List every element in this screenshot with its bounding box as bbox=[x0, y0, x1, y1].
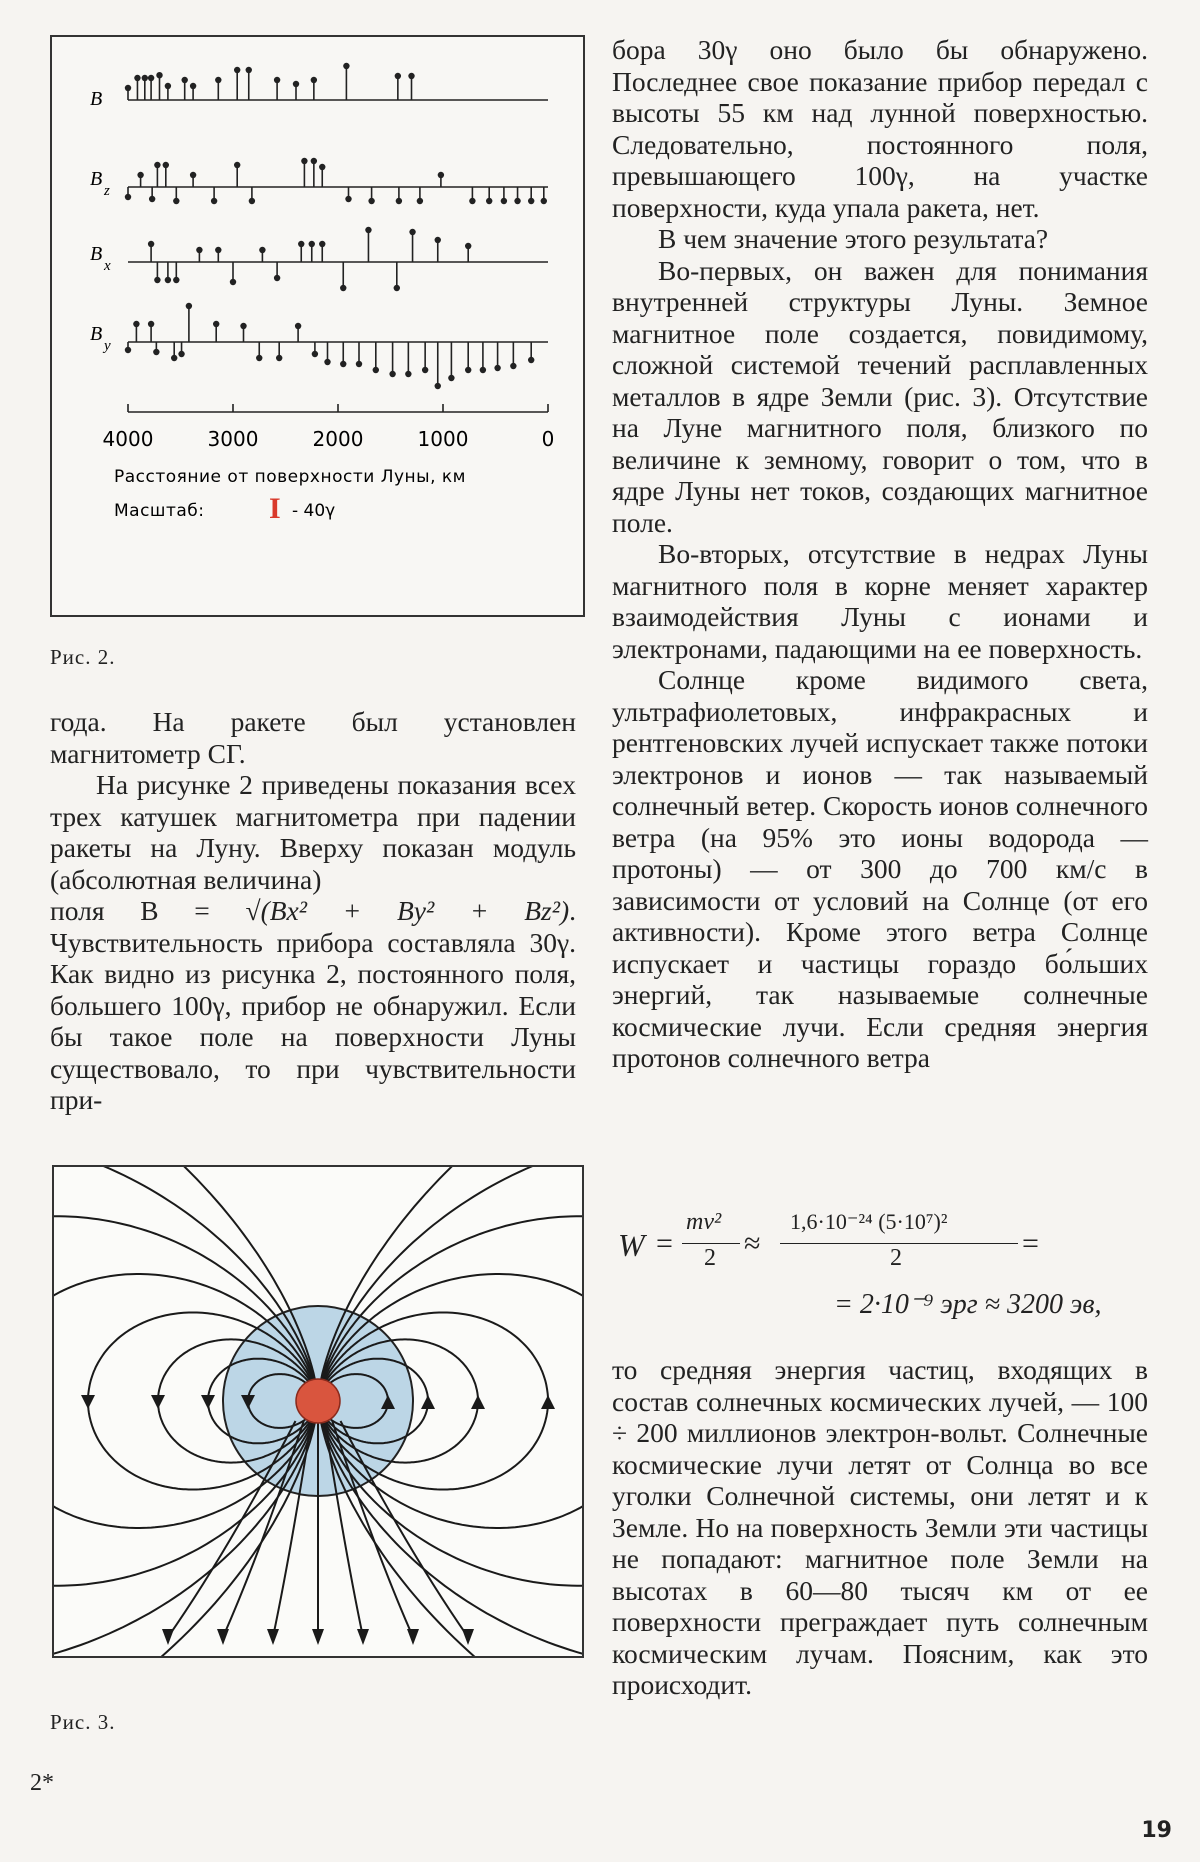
stick-dot bbox=[541, 198, 547, 204]
paragraph: года. На ракете был установлен магнитометр СГ. bbox=[50, 706, 576, 769]
axis-tick-label: 2000 bbox=[312, 427, 364, 451]
stick-dot bbox=[165, 83, 171, 89]
paragraph bbox=[50, 895, 576, 1116]
stick-dot bbox=[148, 321, 154, 327]
stick-dot bbox=[448, 375, 454, 381]
stick-dot bbox=[510, 363, 516, 369]
axis-tick-label: 3000 bbox=[207, 427, 259, 451]
scale-value: - 40γ bbox=[292, 501, 336, 521]
stick-dot bbox=[148, 75, 154, 81]
stick-dot bbox=[435, 383, 441, 389]
stick-dot bbox=[173, 198, 179, 204]
stick-dot bbox=[435, 237, 441, 243]
formula-lhs: W bbox=[618, 1227, 645, 1263]
stick-dot bbox=[408, 73, 414, 79]
figure-2-caption: Рис. 2. bbox=[50, 645, 116, 669]
text-after: . Чувствительность прибора составляла 30γ. Как видно из рисунка 2, постоянного поля, большего 100γ, прибор не обнаружил. Если бы такое поле на поверхности Луны существовало, то при чувствительности при- bbox=[50, 895, 576, 1115]
stick-dot bbox=[395, 73, 401, 79]
series-label-sub: z bbox=[104, 183, 110, 199]
stick-dot bbox=[213, 321, 219, 327]
stick-dot bbox=[234, 162, 240, 168]
figure-3-caption: Рис. 3. bbox=[50, 1710, 116, 1734]
field-arrow bbox=[541, 1395, 555, 1409]
magnetometer-chart bbox=[52, 37, 583, 615]
stick-dot bbox=[345, 196, 351, 202]
paragraph: бора 30γ оно было бы обнаружено. Последнее свое показание прибор передал с высоты 55 км над лунной поверхностью. Следовательно, постоянного поля, превышающего 100γ, на участке поверхности, куда упала ракета, нет. bbox=[612, 34, 1148, 223]
paragraph: В чем значение этого результата? bbox=[658, 223, 1049, 254]
stick-dot bbox=[311, 77, 317, 83]
stick-dot bbox=[274, 275, 280, 281]
field-arrow bbox=[151, 1395, 165, 1409]
series-x bbox=[90, 227, 548, 291]
right-column-bottom bbox=[612, 1354, 1148, 1701]
paragraph: Во-первых, он важен для понимания внутренней структуры Луны. Земное магнитное поле создается, повидимому, сложной системой течений расплавленных металлов в ядре Земли (рис. 3). Отсутствие на Луне магнитного поля, близкого по величине к земному, говорит о том, что в ядре Луны нет токов, создающих магнитное поле. bbox=[612, 254, 1148, 538]
stick-dot bbox=[319, 241, 325, 247]
stick-dot bbox=[293, 81, 299, 87]
paragraph: Солнце кроме видимого света, ультрафиолетовых, инфракрасных и рентгеновских лучей испускает также потоки электронов и ионов — так называемый солнечный ветер. Скорость ионов солнечного ветра (на 95% это ионы водорода — протоны) — от 300 до 700 км/с в зависимости от условий на Солнце (от его активности). Кроме этого ветра Солнце испускает и частицы гораздо бо́льших энергий, так называемые солнечные космические лучи. Если средняя энергия протонов солнечного ветра bbox=[612, 664, 1148, 1073]
series-b bbox=[90, 63, 548, 110]
scale-mark: I bbox=[269, 492, 281, 525]
fraction1-denominator: 2 bbox=[704, 1245, 716, 1271]
axis-tick-label: 4000 bbox=[102, 427, 154, 451]
stick-dot bbox=[301, 158, 307, 164]
stick-dot bbox=[309, 241, 315, 247]
series-label: B bbox=[90, 168, 103, 190]
stick-dot bbox=[163, 162, 169, 168]
stick-dot bbox=[356, 361, 362, 367]
stick-dot bbox=[405, 371, 411, 377]
stick-dot bbox=[514, 198, 520, 204]
stick-dot bbox=[148, 241, 154, 247]
field-arrow bbox=[312, 1629, 324, 1645]
stick-dot bbox=[295, 323, 301, 329]
axis-tick-label: 1000 bbox=[417, 427, 469, 451]
scale-label: Масштаб: bbox=[114, 501, 205, 521]
stick-dot bbox=[501, 198, 507, 204]
formula-approx: ≈ bbox=[744, 1227, 761, 1260]
axis-label: Расстояние от поверхности Луны, км bbox=[114, 467, 466, 487]
series-label: B bbox=[90, 323, 103, 345]
stick-dot bbox=[156, 72, 162, 78]
stick-dot bbox=[486, 198, 492, 204]
field-arrow bbox=[462, 1629, 474, 1645]
fraction1-numerator: mv² bbox=[686, 1209, 722, 1235]
stick-dot bbox=[142, 75, 148, 81]
stick-dot bbox=[417, 198, 423, 204]
series-label-sub: x bbox=[104, 258, 111, 274]
stick-dot bbox=[125, 85, 131, 91]
field-arrow bbox=[407, 1629, 419, 1645]
field-arrow bbox=[201, 1395, 215, 1409]
stick-dot bbox=[230, 279, 236, 285]
stick-dot bbox=[389, 371, 395, 377]
stick-dot bbox=[211, 198, 217, 204]
stick-dot bbox=[186, 303, 192, 309]
field-arrow bbox=[471, 1395, 485, 1409]
figure-3 bbox=[52, 1165, 584, 1658]
stick-dot bbox=[153, 349, 159, 355]
formula-line2: = 2·10⁻⁹ эрг ≈ 3200 эв, bbox=[834, 1289, 1102, 1320]
stick-dot bbox=[368, 198, 374, 204]
stick-dot bbox=[319, 164, 325, 170]
series-z bbox=[90, 158, 548, 204]
stick-dot bbox=[178, 351, 184, 357]
stick-dot bbox=[246, 67, 252, 73]
field-arrow bbox=[267, 1629, 279, 1645]
text-before: поля B = bbox=[50, 895, 210, 926]
stick-dot bbox=[154, 277, 160, 283]
series-label-sub: y bbox=[104, 338, 111, 354]
axis-tick-label: 0 bbox=[541, 427, 555, 451]
stick-dot bbox=[190, 83, 196, 89]
stick-dot bbox=[240, 323, 246, 329]
series-label: B bbox=[90, 243, 103, 265]
fraction1-bar bbox=[682, 1243, 740, 1244]
field-arrow bbox=[162, 1629, 174, 1645]
stick-dot bbox=[276, 355, 282, 361]
stick-dot bbox=[196, 247, 202, 253]
stick-dot bbox=[249, 198, 255, 204]
stick-dot bbox=[182, 77, 188, 83]
stick-dot bbox=[125, 347, 131, 353]
stick-dot bbox=[469, 198, 475, 204]
stick-dot bbox=[343, 63, 349, 69]
paragraph: то средняя энергия частиц, входящих в состав солнечных космических лучей, — 100 ÷ 200 миллионов электрон-вольт. Солнечные космические лучи летят от Солнца во все уголки Солнечной системы, они летят и к Земле. Но на поверхность Земли эти частицы не попадают: магнитное поле Земли на высотах в 60—80 тысяч км от ее поверхности преграждает путь солнечным космическим лучам. Поясним, как это происходит. bbox=[612, 1354, 1148, 1700]
stick-dot bbox=[494, 365, 500, 371]
stick-dot bbox=[465, 367, 471, 373]
stick-dot bbox=[438, 172, 444, 178]
stick-dot bbox=[134, 75, 140, 81]
field-arrow bbox=[217, 1629, 229, 1645]
stick-dot bbox=[173, 277, 179, 283]
stick-dot bbox=[190, 172, 196, 178]
stick-dot bbox=[165, 277, 171, 283]
stick-dot bbox=[215, 247, 221, 253]
field-arrow bbox=[357, 1629, 369, 1645]
stick-dot bbox=[365, 227, 371, 233]
stick-dot bbox=[256, 355, 262, 361]
stick-dot bbox=[137, 172, 143, 178]
stick-dot bbox=[409, 229, 415, 235]
stick-dot bbox=[312, 351, 318, 357]
paragraph: На рисунке 2 приведены показания всех трех катушек магнитометра при падении ракеты на Луну. Вверху показан модуль (абсолютная величина) bbox=[50, 769, 576, 895]
stick-dot bbox=[340, 285, 346, 291]
stick-dot bbox=[171, 355, 177, 361]
fraction2-bar bbox=[780, 1243, 1018, 1244]
stick-dot bbox=[340, 361, 346, 367]
series-label: B bbox=[90, 88, 103, 110]
field-arrow bbox=[421, 1395, 435, 1409]
stick-dot bbox=[373, 367, 379, 373]
stick-dot bbox=[215, 77, 221, 83]
stick-dot bbox=[396, 198, 402, 204]
field-arrow bbox=[81, 1395, 95, 1409]
stick-dot bbox=[422, 367, 428, 373]
stick-dot bbox=[528, 357, 534, 363]
stick-dot bbox=[259, 247, 265, 253]
left-column bbox=[50, 706, 576, 1116]
series-y bbox=[90, 303, 548, 389]
stick-dot bbox=[234, 67, 240, 73]
magnetic-field-diagram bbox=[54, 1167, 582, 1656]
page-number: 19 bbox=[1141, 1818, 1172, 1843]
stick-dot bbox=[274, 77, 280, 83]
stick-dot bbox=[480, 367, 486, 373]
stick-dot bbox=[133, 321, 139, 327]
modulus-formula: √(Bx² + By² + Bz²) bbox=[245, 895, 570, 926]
paragraph: Во-вторых, отсутствие в недрах Луны магнитного поля в корне меняет характер взаимодействия Луны с ионами и электронами, падающими на ее поверхность. bbox=[612, 538, 1148, 664]
stick-dot bbox=[465, 243, 471, 249]
right-column-top bbox=[612, 34, 1148, 1074]
signature-mark: 2* bbox=[30, 1770, 54, 1796]
fraction2-numerator: 1,6·10⁻²⁴ (5·10⁷)² bbox=[790, 1209, 948, 1234]
figure-2 bbox=[50, 35, 585, 617]
stick-dot bbox=[528, 198, 534, 204]
stick-dot bbox=[324, 359, 330, 365]
stick-dot bbox=[149, 196, 155, 202]
stick-dot bbox=[298, 241, 304, 247]
energy-formula bbox=[612, 1209, 1148, 1335]
stick-dot bbox=[125, 194, 131, 200]
formula-eq: = bbox=[656, 1227, 673, 1260]
stick-dot bbox=[311, 158, 317, 164]
formula-eq2: = bbox=[1022, 1227, 1039, 1260]
fraction2-denominator: 2 bbox=[890, 1245, 902, 1271]
core bbox=[296, 1379, 340, 1423]
stick-dot bbox=[154, 162, 160, 168]
stick-dot bbox=[394, 285, 400, 291]
